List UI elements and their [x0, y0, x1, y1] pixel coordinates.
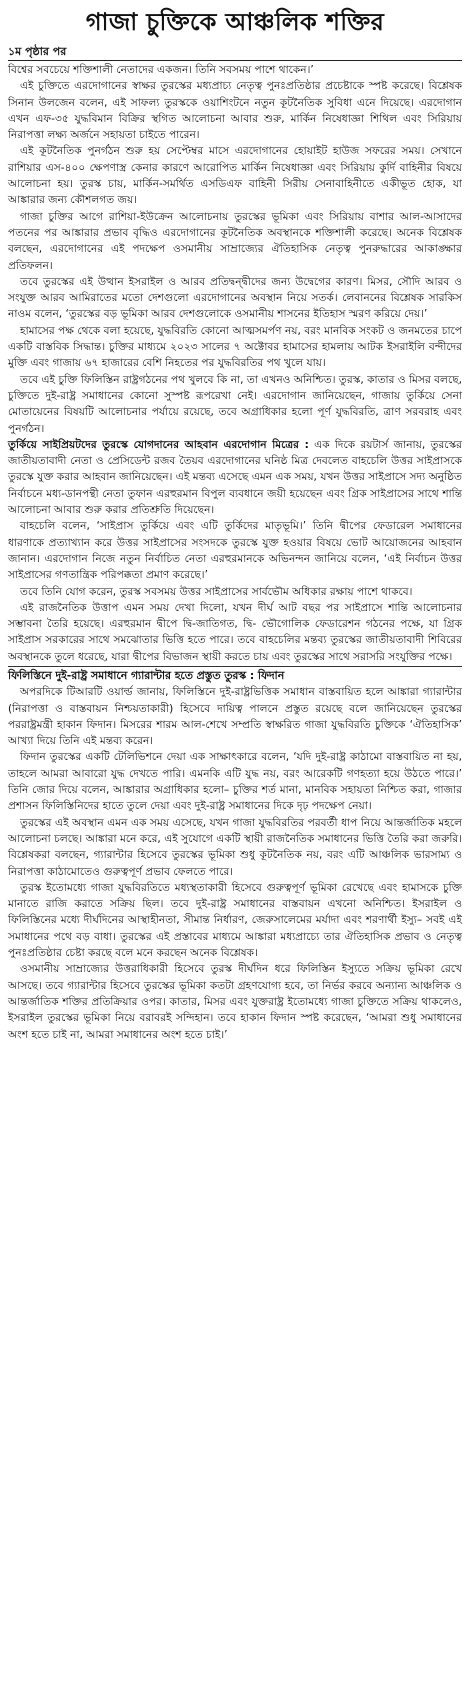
paragraph: এই রাজনৈতিক উত্তাপ এমন সময় দেখা দিলো, যখন দীর্ঘ আট বছর পর সাইপ্রাসে শান্তি আলোচনার সম্ভাবনা তৈরি হয়েছে। এরহুরমান দ্বীপে দ্বি-জাতিগত, দ্বি- ভৌগোলিক ফেডারেশন গঠনের পক্ষে, যা গ্রিক সাইপ্রাস সরকারের সাথে সমঝোতার ভিত্তি হতে পারে। তবে বাহচেলির মন্তব্য তুরস্কের জাতীয়তাবাদী শিবিরের অবস্থানকে তুলে ধরেছে, যারা দ্বীপের বিভাজন স্থায়ী করতে চায় এবং তুরস্কের সাথে সরাসরি সংযুক্তির পক্ষে।	[8, 601, 462, 663]
paragraph: বাহচেলি বলেন, ‘সাইপ্রাস তুর্কিয়ে এবং এটি তুর্কিদের মাতৃভূমি।’ তিনি দ্বীপের ফেডারেল সমাধানের ধারণাকে প্রত্যাখ্যান করে উত্তর সাইপ্রাসের সংসদকে তুরস্কে যুক্ত হওয়ার বিষয়ে ভোট আয়োজনের আহবান জানান। এরদোগান নিজে নতুন নির্বাচিত নেতা এরহুরমানকে অভিনন্দন জানিয়ে বলেন, ‘এই নির্বাচন উত্তর সাইপ্রাসের গণতান্ত্রিক পরিপক্কতা প্রমাণ করেছে।’	[8, 520, 462, 582]
paragraph: এই কূটনৈতিক পুনর্গঠন শুরু হয় সেপ্টেম্বর মাসে এরদোগানের হোয়াইট হাউজ সফরের সময়। সেখানে রাশিয়ার এস-৪০০ ক্ষেপণাস্ত্র কেনার কারণে আরোপিত মার্কিন নিষেধাজ্ঞা এবং সিরিয়ায় কুর্দি বাহিনীর বিষয়ে আলোচনা হয়। তুরস্ক চায়, মার্কিন-সমর্থিত এসডিএফ বাহিনী সিরীয় সেনাবাহিনীতে একীভূত হোক, যা আঙ্কারার জন্য কৌশলগত জয়।	[8, 145, 462, 207]
paragraph: গাজা চুক্তির আগে রাশিয়া-ইউক্রেন আলোচনায় তুরস্কের ভূমিকা এবং সিরিয়ায় বাশার আল-আসাদের পতনের পর আঙ্কারার প্রভাব বৃদ্ধিও এরদোগানের কূটনৈতিক অবস্থানকে শক্তিশালী করেছে। অনেক বিশ্লেষক বলছেন, এরদোগানের এই পদক্ষেপ ওসমানীয় সাম্রাজ্যের ঐতিহাসিক নেতৃত্ব পুনরুদ্ধারের আকাঙ্ক্ষার প্রতিফলন।	[8, 210, 462, 272]
subhead-cyprus: তুর্কিয়ে সাইপ্রিয়টদের তুরস্কে যোগদানের আহবান এরদোগান মিত্রের :	[8, 438, 309, 451]
continued-from-label: ১ম পৃষ্ঠার পর	[8, 44, 462, 61]
paragraph: ফিদান তুরস্কের একটি টেলিভিশনে দেয়া এক সাক্ষাৎকারে বলেন, ‘যদি দুই-রাষ্ট্র কাঠামো বাস্তবায়িত না হয়, তাহলে আমরা আবারো যুদ্ধ দেখতে পারি। এমনকি এটি যুদ্ধ নয়, বরং আরেকটি গণহত্যা হয়ে উঠতে পারে।’ তিনি জোর দিয়ে বলেন, আঙ্কারার অগ্রাধিকার হলো– চুক্তির শর্ত মানা, মানবিক সহায়তা নিশ্চিত করা, গাজার প্রশাসন ফিলিস্তিনিদের হাতে তুলে দেয়া এবং দুই-রাষ্ট্র সমাধানের দিকে দৃঢ় পদক্ষেপ নেয়া।	[8, 751, 462, 813]
paragraph: তুরস্ক ইতোমধ্যে গাজা যুদ্ধবিরতিতে মধ্যস্থতাকারী হিসেবে গুরুত্বপূর্ণ ভূমিকা রেখেছে এবং হামাসকে চুক্তি মানাতে রাজি করাতে সক্রিয় ছিল। তবে দুই-রাষ্ট্র সমাধানের বাস্তবায়ন এখনো অনিশ্চিত। ইসরাইল ও ফিলিস্তিনের মধ্যে দীর্ঘদিনের আস্থাহীনতা, সীমান্ত নির্ধারণ, জেরুসালেমের মর্যাদা এবং শরণার্থী ইস্যু– সবই এই সমাধানের পথে বড় বাধা। তুরস্কের এই প্রস্তাবের মাধ্যমে আঙ্কারা মধ্যপ্রাচ্যে তার ঐতিহাসিক প্রভাব ও নেতৃত্ব পুনঃপ্রতিষ্ঠার চেষ্টা করছে বলে মনে করছেন অনেক বিশ্লেষক।	[8, 881, 462, 960]
paragraph: অপরদিকে টিআরটি ওয়ার্ল্ড জানায়, ফিলিস্তিনে দুই-রাষ্ট্রভিত্তিক সমাধান বাস্তবায়িত হলে আঙ্কারা গ্যারান্টার (নিরাপত্তা ও বাস্তবায়ন নিশ্চয়তাকারী) হিসেবে দায়িত্ব পালনে প্রস্তুত রয়েছে বলে জানিয়েছেন তুরস্কের পররাষ্ট্রমন্ত্রী হাকান ফিদান। মিসরের শারম আল-শেখে সম্প্রতি স্বাক্ষরিত গাজা যুদ্ধবিরতি চুক্তিকে ‘ঐতিহাসিক’ আখ্যা দিয়ে তিনি এই মন্তব্য করেন।	[8, 686, 462, 748]
paragraph: তবে এই চুক্তি ফিলিস্তিন রাষ্ট্রগঠনের পথ খুলবে কি না, তা এখনও অনিশ্চিত। তুরস্ক, কাতার ও মিসর বলছে, চুক্তিতে দুই-রাষ্ট্র সমাধানের কোনো সুস্পষ্ট রূপরেখা নেই। এরদোগান জানিয়েছেন, গাজায় তুর্কিয়ে সেনা মোতায়েনের বিষয়টি আলোচনার পর্যায়ে রয়েছে, তবে অগ্রাধিকার হলো পূর্ণ যুদ্ধবিরতি, ত্রাণ সরবরাহ এবং পুনর্গঠন।	[8, 373, 462, 435]
paragraph: তবে তুরস্কের এই উত্থান ইসরাইল ও আরব প্রতিদ্বন্দ্বীদের জন্য উদ্বেগের কারণ। মিসর, সৌদি আরব ও সংযুক্ত আরব আমিরাতের মতো দেশগুলো এরদোগানের অবস্থান নিয়ে সতর্ক। লেবাননের বিশ্লেষক সারকিস নাওম বলেন, ‘তুরস্কের বড় ভূমিকা আরব দেশগুলোকে ওসমানীয় শাসনের ইতিহাস স্মরণ করিয়ে দেয়।’	[8, 275, 462, 321]
paragraph: তবে তিনি যোগ করেন, তুরস্ক সবসময় উত্তর সাইপ্রাসের সার্বভৌম অধিকার রক্ষায় পাশে থাকবে।	[20, 585, 413, 598]
cyprus-lead-text: এক দিকে রয়টার্স জানায়, তুরস্কের জাতীয়তাবাদী নেতা ও প্রেসিডেন্ট রজব তৈয়ব এরদোগানের ঘনিষ্ঠ মিত্র দেবলেত বাহচেলি উত্তর সাইপ্রাসকে তুরস্কে যুক্ত করার আহবান জানিয়েছেন। এই মন্তব্য এসেছে এমন এক সময়, যখন উত্তর সাইপ্রাসে সদ্য অনুষ্ঠিত নির্বাচনে মধ্য-ডানপন্থী নেতা তুফান এরহুরমান বিপুল ব্যবধানে জয়ী হয়েছেন এবং গ্রিক সাইপ্রাসের সাথে শান্তি আলোচনা আবার শুরু করার প্রতিশ্রুতি দিয়েছেন।	[8, 438, 462, 517]
paragraph: তুরস্কের এই অবস্থান এমন এক সময় এসেছে, যখন গাজা যুদ্ধবিরতির পরবর্তী ধাপ নিয়ে আন্তর্জাতিক মহলে আলোচনা চলছে। আঙ্কারা মনে করে, এই সুযোগে একটি স্থায়ী রাজনৈতিক সমাধানের ভিত্তি তৈরি করা জরুরি। বিশ্লেষকরা বলছেন, গ্যারান্টার হিসেবে তুরস্কের ভূমিকা শুধু কূটনৈতিক নয়, বরং এটি আঞ্চলিক ভারসাম্য ও নিরাপত্তা কাঠামোতেও গুরুত্বপূর্ণ প্রভাব ফেলতে পারে।	[8, 816, 462, 878]
paragraph: বিশ্বের সবচেয়ে শক্তিশালী নেতাদের একজন। তিনি সবসময় পাশে থাকেন।’	[8, 64, 314, 76]
headline: গাজা চুক্তিকে আঞ্চলিক শক্তির	[85, 8, 385, 36]
cyprus-section-lead	[8, 437, 462, 518]
paragraph: ওসমানীয় সাম্রাজ্যের উত্তরাধিকারী হিসেবে তুরস্ক দীর্ঘদিন ধরে ফিলিস্তিন ইস্যুতে সক্রিয় ভূমিকা রেখে আসছে। তবে গ্যারান্টার হিসেবে তুরস্কের ভূমিকা কতটা গ্রহণযোগ্য হবে, তা নির্ভর করবে অন্যান্য আঞ্চলিক ও আন্তর্জাতিক শক্তির প্রতিক্রিয়ার ওপর। কাতার, মিসর এবং যুক্তরাষ্ট্র ইতোমধ্যে গাজা চুক্তিতে সক্রিয় থাকলেও, ইসরাইল তুরস্কের ভূমিকা নিয়ে বরাবরই সন্দিহান। তবে হাকান ফিদান স্পষ্ট করেছেন, ‘আমরা শুধু সমাধানের অংশ হতে চাই না, আমরা সমাধানের অংশ হতে চাই।’	[8, 963, 462, 1041]
paragraph: হামাসের পক্ষ থেকে বলা হয়েছে, যুদ্ধবিরতি কোনো আত্মসমর্পণ নয়, বরং মানবিক সংকট ও জনমতের চাপে একটি বাস্তবিক সিদ্ধান্ত। চুক্তির মাধ্যমে ২০২৩ সালের ৭ অক্টোবর হামাসের হামলায় আটক ইসরাইলি বন্দীদের মুক্তি এবং গাজায় ৬৭ হাজারের বেশি নিহতের পর যুদ্ধবিরতির পথ খুলে যায়।	[8, 324, 462, 370]
paragraph: এই চুক্তিতে এরদোগানের স্বাক্ষর তুরস্কের মধ্যপ্রাচ্য নেতৃত্ব পুনঃপ্রতিষ্ঠার প্রচেষ্টাকে স্পষ্ট করেছে। বিশ্লেষক সিনান উলজেন বলেন, এই সাফল্য তুরস্ককে ওয়াশিংটনে নতুন কূটনৈতিক সুবিধা এনে দিয়েছে। এরদোগান এখন এফ-৩৫ যুদ্ধবিমান বিক্রির স্থগিত আলোচনা আবার শুরু, মার্কিন নিষেধাজ্ঞা শিথিল এবং সিরিয়ায় নিরাপত্তা লক্ষ্য অর্জনে সহায়তা চাইতে পারেন।	[8, 80, 462, 142]
subhead-fidan: ফিলিস্তিনে দুই-রাষ্ট্র সমাধানে গ্যারান্টার হতে প্রস্তুত তুরস্ক : ফিদান	[8, 666, 462, 684]
